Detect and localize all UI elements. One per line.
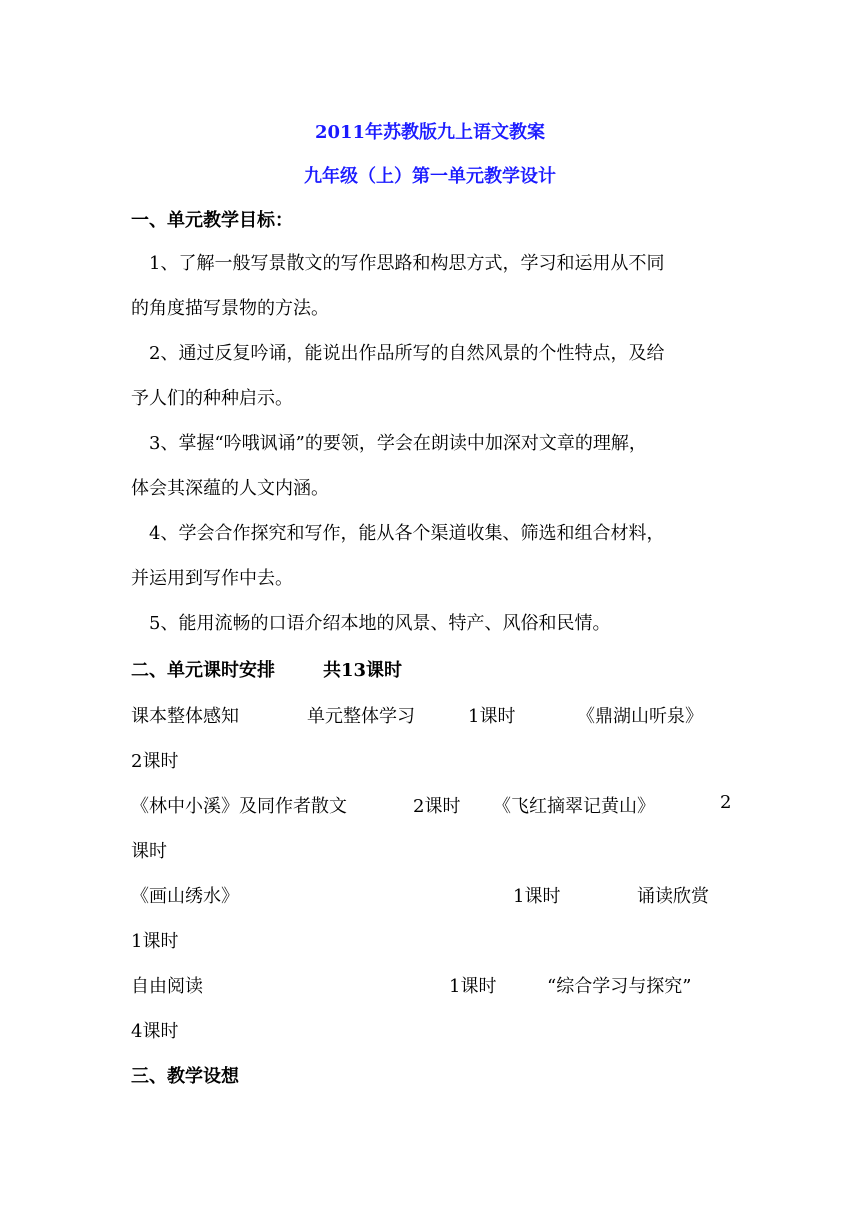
goal-3-line-1: 3、掌握“吟哦讽诵”的要领，学会在朗读中加深对文章的理解，	[149, 433, 647, 454]
goal-3-line-2: 体会其深蕴的人文内涵。	[131, 478, 329, 499]
goal-5-line-1: 5、能用流畅的口语介绍本地的风景、特产、风俗和民情。	[149, 613, 611, 634]
schedule-item: 诵读欣赏	[637, 886, 709, 907]
schedule-row-2-cont	[131, 837, 731, 863]
schedule-row-1-cont	[131, 747, 731, 773]
schedule-item: 课本整体感知	[131, 706, 239, 727]
goal-4-line-1: 4、学会合作探究和写作，能从各个渠道收集、筛选和组合材料，	[149, 523, 665, 544]
goal-1-line-1: 1、了解一般写景散文的写作思路和构思方式，学习和运用从不同	[149, 253, 665, 274]
schedule-row-3	[131, 882, 731, 908]
schedule-item: “综合学习与探究”	[547, 976, 692, 997]
schedule-item: 单元整体学习	[307, 706, 415, 727]
section-heading-goals: 一、单元教学目标：	[131, 210, 293, 231]
schedule-item: 《林中小溪》及同作者散文	[131, 796, 347, 817]
schedule-item: 《飞红摘翠记黄山》	[493, 796, 655, 817]
schedule-hours: 1课时	[131, 931, 179, 952]
schedule-hours: 课时	[131, 841, 167, 862]
document-title: 2011年苏教版九上语文教案	[314, 122, 546, 143]
schedule-hours: 1课时	[468, 706, 516, 727]
schedule-total: 共13课时	[323, 660, 403, 681]
schedule-hours: 2课时	[413, 796, 461, 817]
schedule-hours: 1课时	[513, 886, 561, 907]
schedule-row-1	[131, 702, 731, 728]
schedule-hours: 4课时	[131, 1021, 179, 1042]
section-heading-design: 三、教学设想	[131, 1066, 239, 1087]
schedule-hours: 2	[720, 792, 732, 813]
schedule-row-2	[131, 792, 731, 818]
goal-1-line-2: 的角度描写景物的方法。	[131, 298, 329, 319]
schedule-item: 《画山绣水》	[131, 886, 239, 907]
schedule-row-3-cont	[131, 927, 731, 953]
goal-2-line-2: 予人们的种种启示。	[131, 388, 293, 409]
goal-4-line-2: 并运用到写作中去。	[131, 568, 293, 589]
schedule-row-4-cont	[131, 1017, 731, 1043]
schedule-hours: 2课时	[131, 751, 179, 772]
goal-2-line-1: 2、通过反复吟诵，能说出作品所写的自然风景的个性特点，及给	[149, 343, 665, 364]
schedule-hours: 1课时	[449, 976, 497, 997]
schedule-item: 《鼎湖山听泉》	[577, 706, 703, 727]
schedule-row-4	[131, 972, 731, 998]
document-subtitle: 九年级（上）第一单元教学设计	[304, 166, 556, 187]
section-heading-schedule-label: 二、单元课时安排	[131, 660, 275, 681]
schedule-item: 自由阅读	[131, 976, 203, 997]
section-heading-schedule	[131, 656, 402, 682]
